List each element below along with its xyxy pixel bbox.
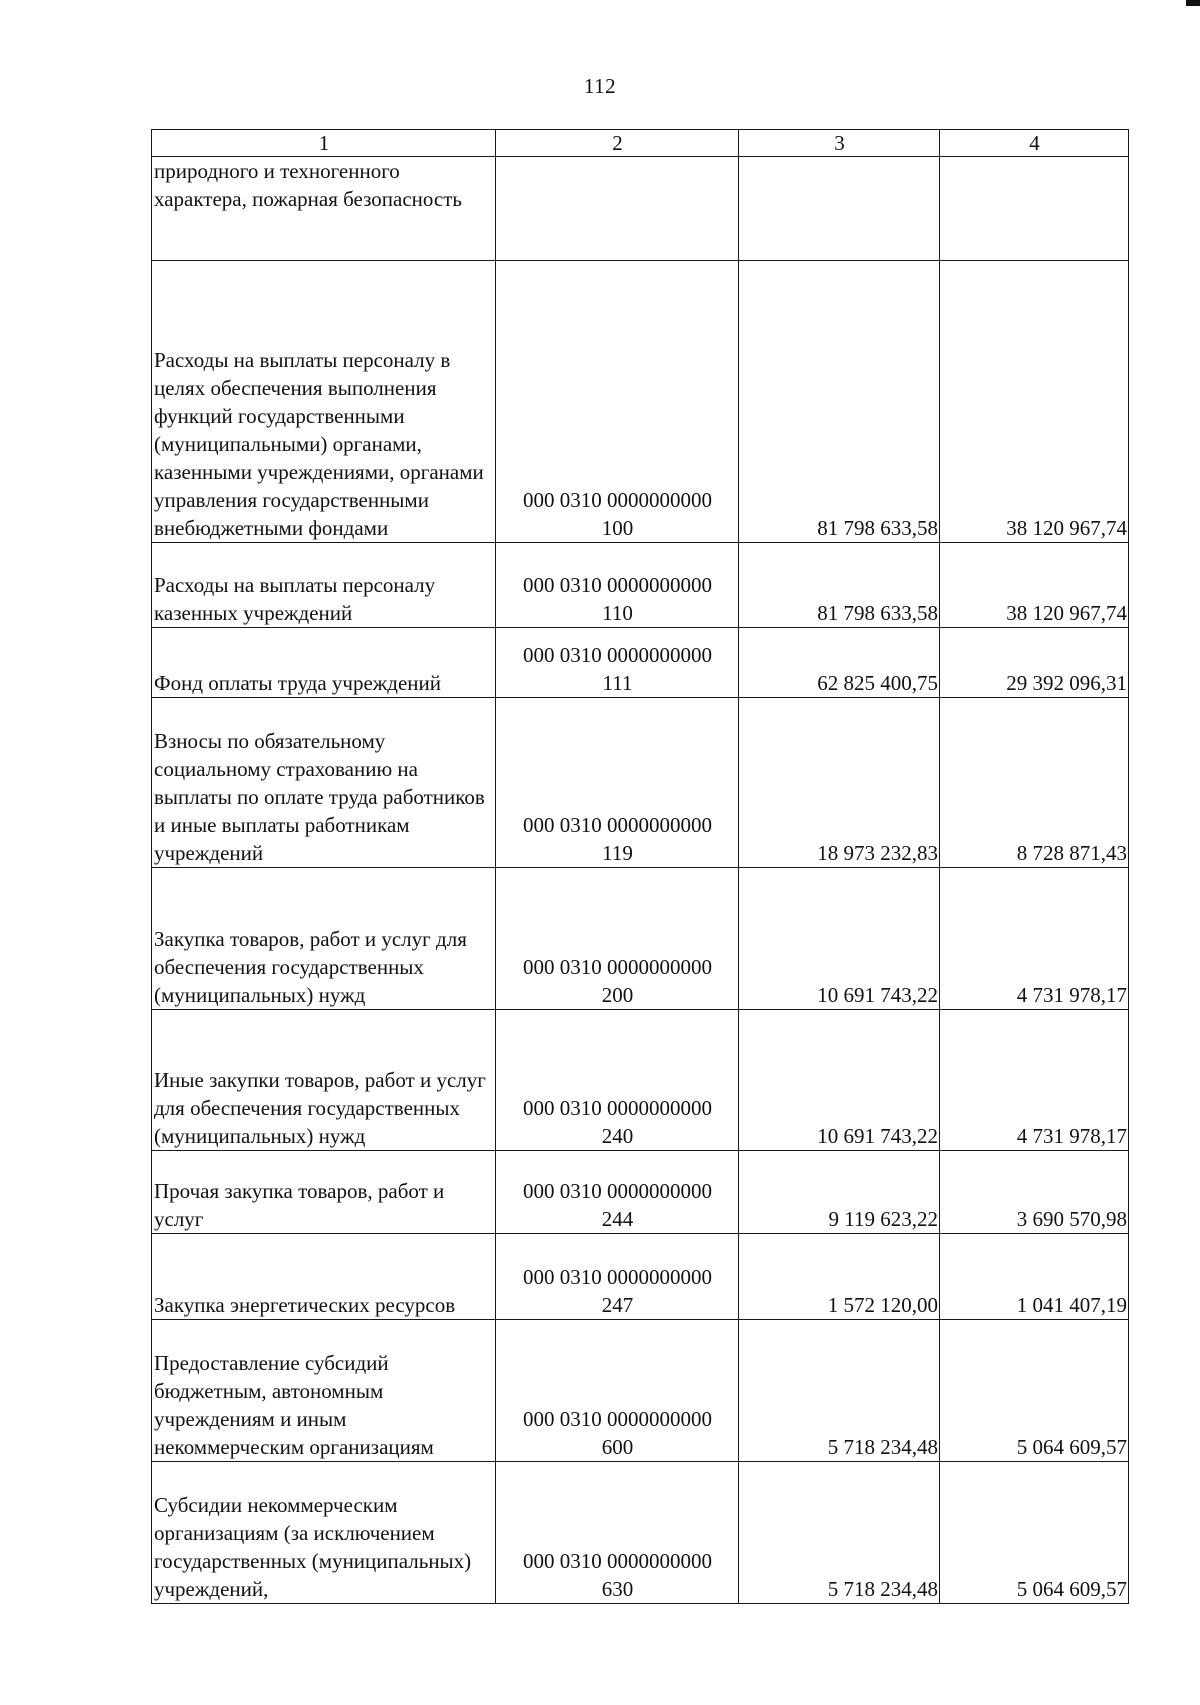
row-code-cell [496,698,739,868]
row-code-line2: 200 [601,983,634,1007]
row-col4: 38 120 967,74 [940,543,1129,628]
table-row [152,1462,1129,1604]
row-code-line1: 000 0310 0000000000 [523,813,712,837]
table-row [152,1320,1129,1462]
row-code-line1: 000 0310 0000000000 [523,1265,712,1289]
row-col3 [739,157,940,261]
row-name-cell [152,1010,496,1151]
row-col3: 5 718 234,48 [739,1462,940,1604]
row-name: Расходы на выплаты персоналу в целях обеспечения выполнения функций государственными (муниципальными) органами, казенными учреждениями, органами управления государственными внебюджетными фондами [154,348,484,540]
table-row [152,543,1129,628]
row-code-line2: 240 [601,1124,634,1148]
row-code-cell [496,261,739,543]
row-code-cell [496,1320,739,1462]
row-name: Фонд оплаты труда учреждений [154,671,441,695]
row-name: Иные закупки товаров, работ и услуг для обеспечения государственных (муниципальных) нужд [154,1068,486,1148]
row-name: Расходы на выплаты персоналу казенных учреждений [154,573,436,625]
row-name: природного и техногенного характера, пожарная безопасность [154,159,462,211]
table-row [152,868,1129,1010]
row-name-cell [152,698,496,868]
row-name-cell [152,1234,496,1320]
page-number: 112 [583,74,617,98]
row-code-line1: 000 0310 0000000000 [523,643,712,667]
table-row [152,1234,1129,1320]
row-code-line2: 247 [601,1293,634,1317]
row-col3: 62 825 400,75 [739,628,940,698]
table-row [152,157,1129,261]
row-col4: 4 731 978,17 [940,868,1129,1010]
table-row [152,628,1129,698]
table-row [152,1010,1129,1151]
row-code-cell [496,1462,739,1604]
row-code-line2: 600 [601,1435,634,1459]
row-col4: 4 731 978,17 [940,1010,1129,1151]
row-code-line2: 100 [601,516,634,540]
row-code-line1: 000 0310 0000000000 [523,955,712,979]
row-name-cell [152,868,496,1010]
row-name-cell [152,157,496,261]
row-col3: 10 691 743,22 [739,868,940,1010]
row-code-line2: 119 [602,841,633,865]
header-col-4: 4 [940,130,1129,157]
row-name-cell [152,1151,496,1234]
header-col-3: 3 [739,130,940,157]
table-row [152,261,1129,543]
row-name: Взносы по обязательному социальному страхованию на выплаты по оплате труда работников и иные выплаты работникам учреждений [154,729,485,865]
table-row [152,1151,1129,1234]
row-code-line1: 000 0310 0000000000 [523,1096,712,1120]
row-col3: 10 691 743,22 [739,1010,940,1151]
budget-table [151,129,1129,1604]
row-col3: 1 572 120,00 [739,1234,940,1320]
row-code-line1: 000 0310 0000000000 [523,1179,712,1203]
row-col4 [940,157,1129,261]
row-name: Закупка товаров, работ и услуг для обеспечения государственных (муниципальных) нужд [154,927,467,1007]
row-col3: 81 798 633,58 [739,543,940,628]
row-code-cell [496,543,739,628]
row-name: Предоставление субсидий бюджетным, автономным учреждениям и иным некоммерческим организациям [154,1351,434,1459]
row-name: Закупка энергетических ресурсов [154,1293,456,1317]
row-code-line1: 000 0310 0000000000 [523,488,712,512]
row-col3: 9 119 623,22 [739,1151,940,1234]
table-row [152,698,1129,868]
row-code-line2: 111 [602,671,633,695]
row-col4: 38 120 967,74 [940,261,1129,543]
row-code-line1: 000 0310 0000000000 [523,573,712,597]
row-col4: 5 064 609,57 [940,1320,1129,1462]
row-col4: 8 728 871,43 [940,698,1129,868]
row-name: Субсидии некоммерческим организациям (за исключением государственных (муниципальных) учреждений, [154,1493,472,1601]
header-col-2: 2 [496,130,739,157]
row-code-line2: 630 [601,1577,634,1601]
row-name: Прочая закупка товаров, работ и услуг [154,1179,445,1231]
row-name-cell [152,261,496,543]
header-row [152,130,1129,157]
row-col4: 5 064 609,57 [940,1462,1129,1604]
scan-edge-mark [1186,0,1200,6]
row-col4: 3 690 570,98 [940,1151,1129,1234]
row-name-cell [152,628,496,698]
row-col3: 81 798 633,58 [739,261,940,543]
row-col3: 18 973 232,83 [739,698,940,868]
row-code-cell [496,1234,739,1320]
row-name-cell [152,1462,496,1604]
row-code-line1: 000 0310 0000000000 [523,1549,712,1573]
row-code-line2: 110 [602,601,633,625]
header-col-1: 1 [152,130,496,157]
row-code-cell [496,1151,739,1234]
row-col4: 1 041 407,19 [940,1234,1129,1320]
row-code-line1: 000 0310 0000000000 [523,1407,712,1431]
row-code-cell [496,1010,739,1151]
row-name-cell [152,1320,496,1462]
row-code-cell [496,868,739,1010]
row-name-cell [152,543,496,628]
row-col4: 29 392 096,31 [940,628,1129,698]
row-code-line2: 244 [601,1207,634,1231]
row-code-cell [496,628,739,698]
row-col3: 5 718 234,48 [739,1320,940,1462]
row-code-cell [496,157,739,261]
